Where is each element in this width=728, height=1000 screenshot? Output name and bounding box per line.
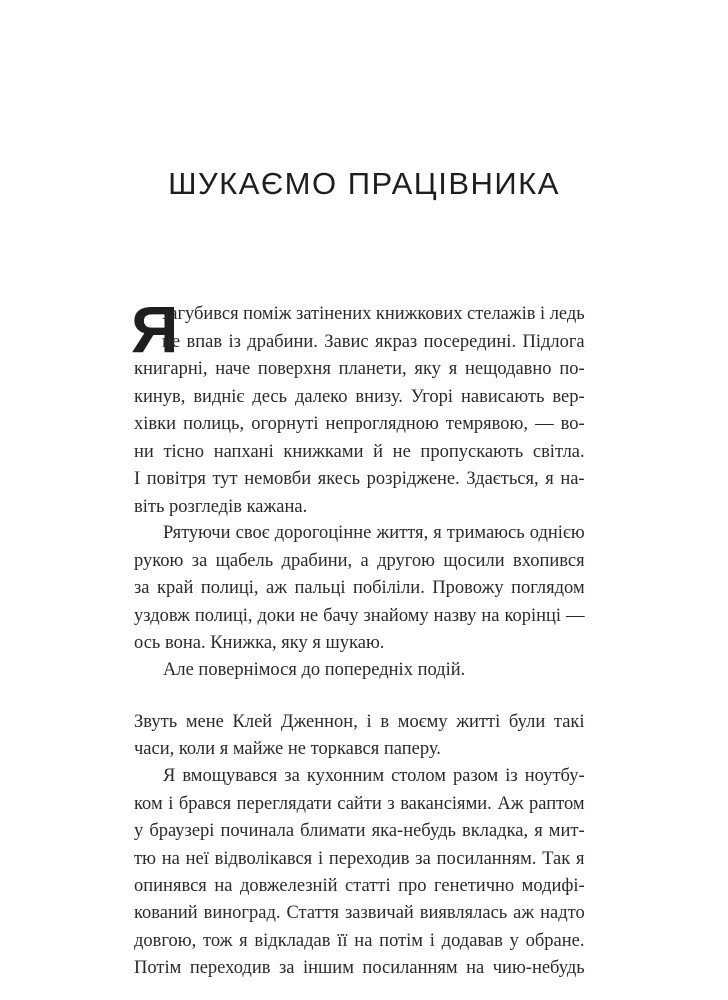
text-line: за край полиці, аж пальці побіліли. Провожу поглядом (134, 578, 585, 598)
text-line: кинув, видніє десь далеко внизу. Угорі нависають вер- (134, 387, 585, 407)
text-line: Рятуючи своє дорогоцінне життя, я тримаюсь однією (163, 523, 585, 543)
text-line: книгарні, наче поверхня планети, яку я нещодавно по- (134, 359, 585, 379)
text-line: ком і брався переглядати сайти з вакансіями. Аж раптом (134, 794, 585, 814)
text-line: І повітря тут немовби якесь розріджене. Здається, я на- (134, 469, 585, 489)
text-line: Але повернімося до попередніх подій. (163, 660, 466, 680)
text-line: хівки полиць, огорнуті непроглядною темрявою, — во- (134, 414, 585, 434)
text-line: у браузері починала блимати яка-небудь вкладка, я мит- (134, 821, 585, 841)
text-line: ось вона. Книжка, яку я шукаю. (134, 633, 385, 653)
chapter-title: ШУКАЄМО ПРАЦІВНИКА (168, 166, 560, 201)
text-line: тю на неї відволікався і переходив за посиланням. Так я (134, 849, 585, 869)
text-line: кований виноград. Стаття зазвичай виявлялась аж надто (134, 903, 585, 923)
drop-cap: Я (131, 292, 179, 366)
text-line: загубився поміж затінених книжкових стелажів і ледь (162, 304, 585, 324)
text-line: ни тісно напхані книжками й не пропускають світла. (134, 442, 585, 462)
text-line: уздовж полиці, доки не бачу знайому назву на корінці — (134, 606, 585, 626)
text-line: часи, коли я майже не торкався паперу. (134, 739, 441, 759)
text-line: Звуть мене Клей Дженнон, і в моєму житті були такі (134, 712, 585, 732)
text-line: Потім переходив за іншим посиланням на чию-небудь (134, 958, 585, 978)
text-line: віть розгледів кажана. (134, 497, 308, 517)
text-line: Я вмощувався за кухонним столом разом із ноутбу- (163, 766, 585, 786)
text-line: рукою за щабель драбини, а другою щосили вхопився (134, 551, 585, 571)
text-line: опинявся на довжелезній статті про генетично модифі- (134, 876, 585, 896)
text-line: не впав із драбини. Завис якраз посередині. Підлога (162, 332, 585, 352)
text-line: довгою, тож я відкладав її на потім і додавав у обране. (134, 931, 585, 951)
